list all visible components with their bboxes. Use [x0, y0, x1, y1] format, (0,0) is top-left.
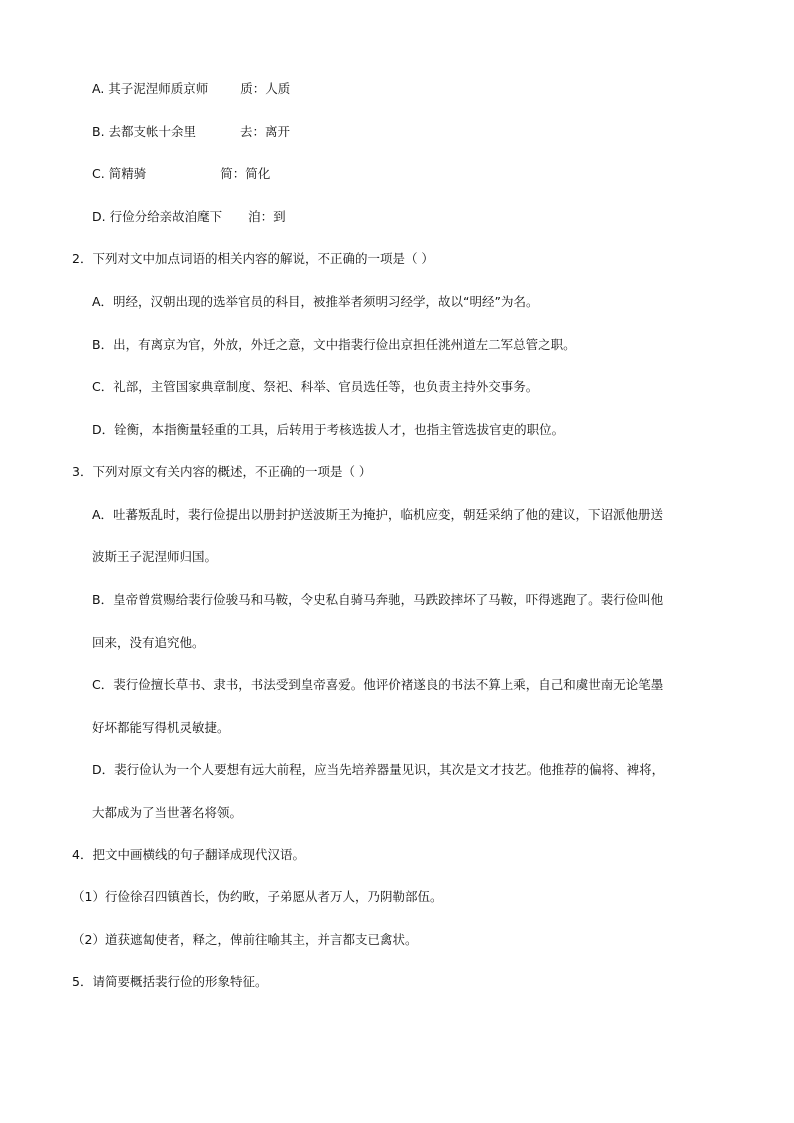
q3-option-c-line2: 好坏都能写得机灵敏捷。 [92, 720, 230, 735]
q5-stem: 5．请简要概括裴行俭的形象特征。 [72, 974, 268, 989]
q2-option-a: A．明经，汉朝出现的选举官员的科目，被推举者须明习经学，故以“明经”为名。 [92, 294, 539, 309]
option-note: 洎：到 [248, 209, 286, 224]
q1-option-c [92, 165, 270, 183]
option-label: D. [92, 209, 106, 224]
q3-stem: 3．下列对原文有关内容的概述，不正确的一项是（ ） [72, 464, 372, 479]
option-note: 质：人质 [240, 81, 291, 96]
q4-sentence-2: （2）道获遮匐使者，释之，俾前往喻其主，并言都支已禽状。 [72, 932, 418, 947]
option-note: 去：离开 [240, 124, 291, 139]
q4-sentence-1: （1）行俭徐召四镇酋长，伪约畋，子弟愿从者万人，乃阴勒部伍。 [72, 889, 443, 904]
option-text: 去都支帐十余里 [108, 124, 197, 139]
option-note: 简：简化 [220, 166, 271, 181]
q3-option-a-line1: A．吐蕃叛乱时，裴行俭提出以册封护送波斯王为掩护，临机应变，朝廷采纳了他的建议，下诏派他册送 [92, 507, 664, 522]
q2-option-c: C．礼部，主管国家典章制度、祭祀、科举、官员选任等，也负责主持外交事务。 [92, 379, 539, 394]
option-label: B. [92, 124, 105, 139]
q3-option-d-line1: D．裴行俭认为一个人要想有远大前程，应当先培养器量见识，其次是文才技艺。他推荐的偏将、裨将， [92, 762, 665, 777]
q3-option-a-line2: 波斯王子泥涅师归国。 [92, 549, 218, 564]
option-text: 行俭分给亲故洎麾下 [109, 209, 223, 224]
q1-option-a [92, 80, 290, 98]
q1-option-d [92, 208, 286, 226]
option-label: A. [92, 81, 105, 96]
q3-option-b-line2: 回来，没有追究他。 [92, 635, 205, 650]
q2-option-b: B．出，有离京为官，外放，外迁之意，文中指裴行俭出京担任洮州道左二军总管之职。 [92, 337, 576, 352]
q2-stem: 2．下列对文中加点词语的相关内容的解说，不正确的一项是（ ） [72, 251, 434, 266]
q3-option-d-line2: 大都成为了当世著名将领。 [92, 805, 243, 820]
option-label: C. [92, 166, 105, 181]
q4-stem: 4．把文中画横线的句子翻译成现代汉语。 [72, 847, 305, 862]
option-text: 其子泥涅师质京师 [108, 81, 209, 96]
q3-option-c-line1: C．裴行俭擅长草书、隶书，书法受到皇帝喜爱。他评价褚遂良的书法不算上乘，自己和虞世南无论笔墨 [92, 677, 664, 692]
q3-option-b-line1: B．皇帝曾赏赐给裴行俭骏马和马鞍，令史私自骑马奔驰，马跌跤摔坏了马鞍，吓得逃跑了。裴行俭叫他 [92, 592, 664, 607]
option-text: 简精骑 [108, 166, 147, 181]
q2-option-d: D．铨衡，本指衡量轻重的工具，后转用于考核选拔人才，也指主管选拔官吏的职位。 [92, 422, 565, 437]
q1-option-b [92, 123, 290, 141]
